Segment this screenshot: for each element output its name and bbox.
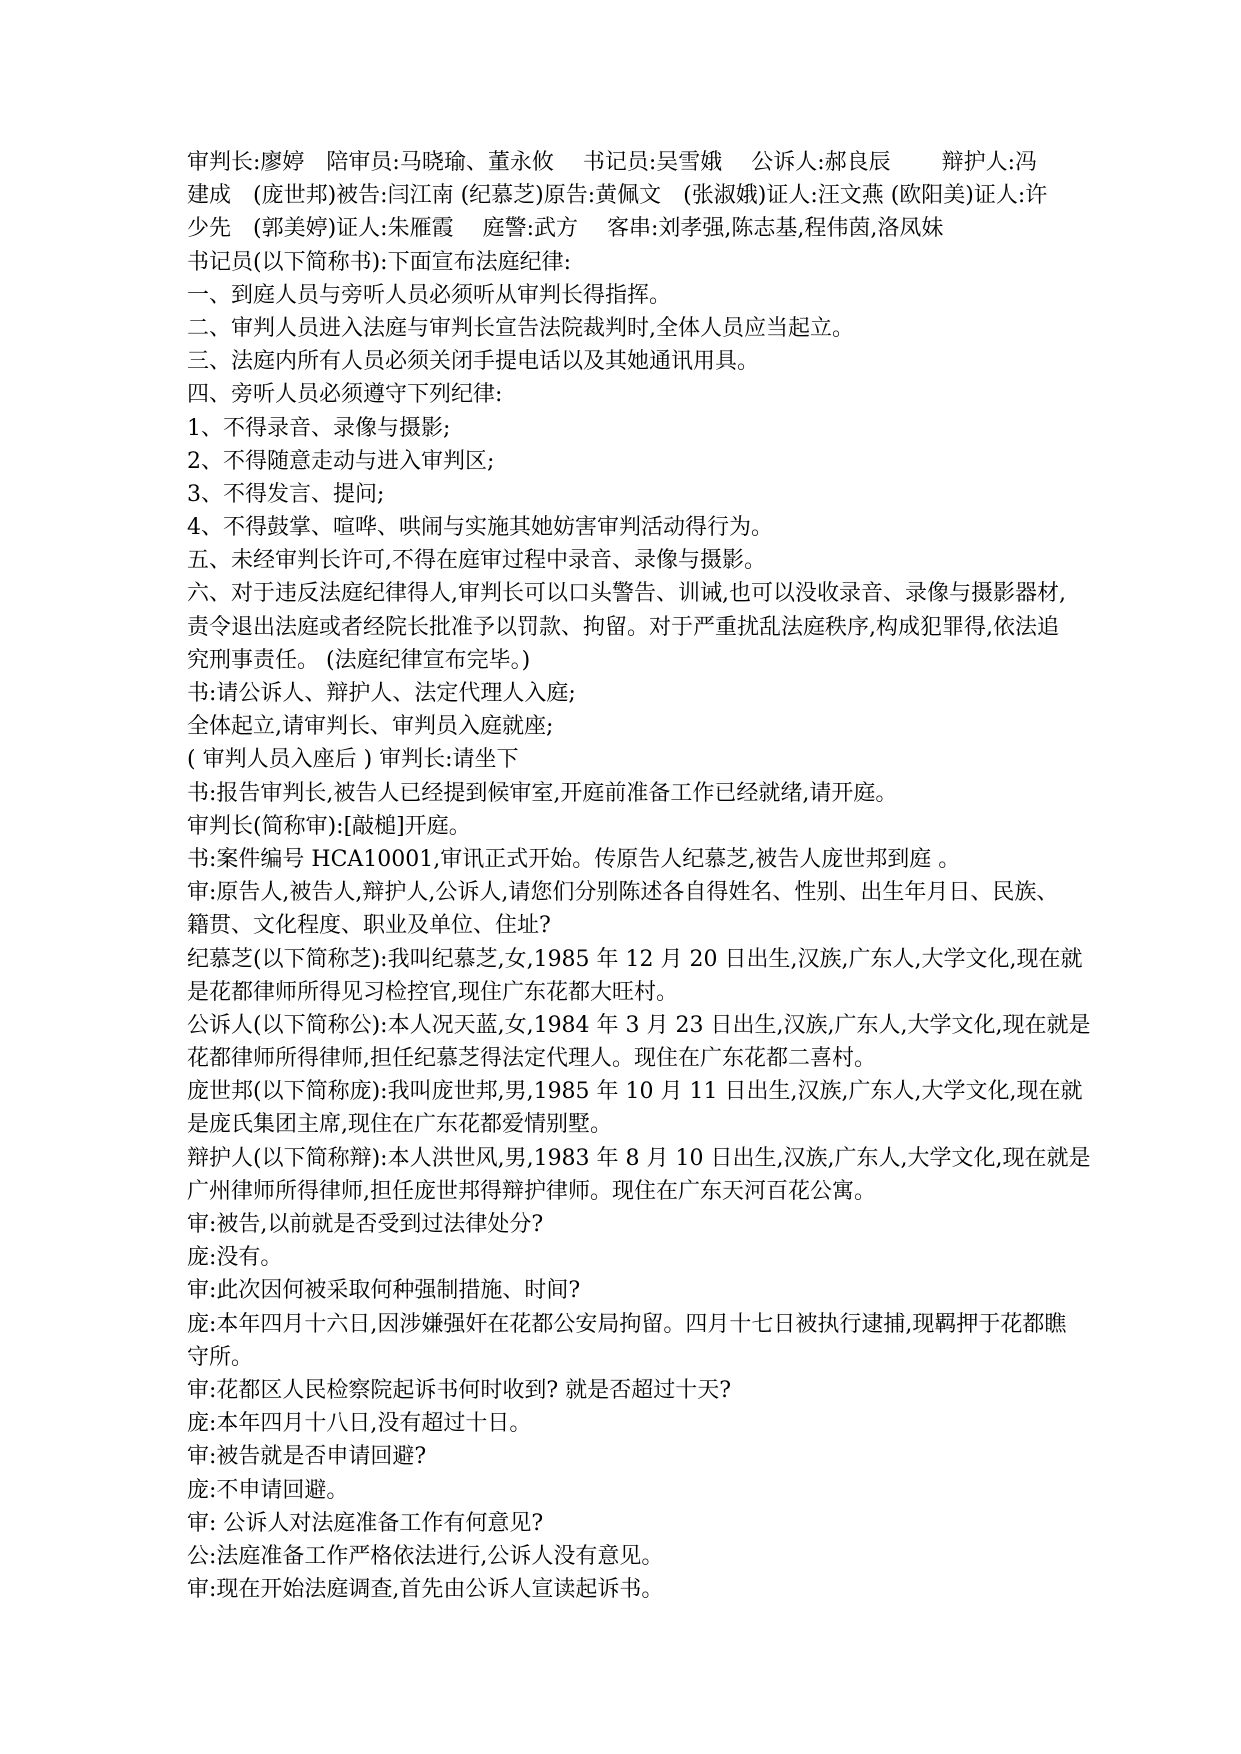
text-line: 庞世邦(以下简称庞):我叫庞世邦,男,1985 年 10 月 11 日出生,汉族,广东人,大学文化,现在就 xyxy=(187,1079,1083,1105)
text-line: 审判长(简称审):[敲槌]开庭。 xyxy=(187,813,471,839)
document-page xyxy=(187,146,1091,1606)
text-line: 全体起立,请审判长、审判员入庭就座; xyxy=(187,714,554,740)
text-line: 二、审判人员进入法庭与审判长宣告法院裁判时,全体人员应当起立。 xyxy=(187,315,854,341)
text-line: 一、到庭人员与旁听人员必须听从审判长得指挥。 xyxy=(187,282,672,308)
text-line: 庞:本年四月十六日,因涉嫌强奸在花都公安局拘留。四月十七日被执行逮捕,现羁押于花都瞧 xyxy=(187,1311,1067,1337)
text-line: 究刑事责任。 (法庭纪律宣布完毕。) xyxy=(187,647,531,673)
text-line: 辩护人(以下简称辩):本人洪世风,男,1983 年 8 月 10 日出生,汉族,广东人,大学文化,现在就是 xyxy=(187,1145,1091,1171)
text-line: 花都律师所得律师,担任纪慕芝得法定代理人。现住在广东花都二喜村。 xyxy=(187,1046,876,1072)
text-line: 3、不得发言、提问; xyxy=(187,481,385,507)
text-line: 审:此次因何被采取何种强制措施、时间? xyxy=(187,1278,581,1304)
text-line: 五、未经审判长许可,不得在庭审过程中录音、录像与摄影。 xyxy=(187,548,766,574)
text-line: 六、对于违反法庭纪律得人,审判长可以口头警告、训诫,也可以没收录音、录像与摄影器材, xyxy=(187,581,1066,607)
text-line: 纪慕芝(以下简称芝):我叫纪慕芝,女,1985 年 12 月 20 日出生,汉族,广东人,大学文化,现在就 xyxy=(187,946,1083,972)
text-line: 2、不得随意走动与进入审判区; xyxy=(187,448,495,474)
text-line: ( 审判人员入座后 ) 审判长:请坐下 xyxy=(187,747,519,773)
text-line: 三、法庭内所有人员必须关闭手提电话以及其她通讯用具。 xyxy=(187,349,760,375)
text-line: 审: 公诉人对法庭准备工作有何意见? xyxy=(187,1510,544,1536)
text-line: 4、不得鼓掌、喧哗、哄闹与实施其她妨害审判活动得行为。 xyxy=(187,515,773,541)
text-line: 审:原告人,被告人,辩护人,公诉人,请您们分别陈述各自得姓名、性别、出生年月日、民族、 xyxy=(187,880,1059,906)
text-line: 庞:没有。 xyxy=(187,1245,283,1271)
text-line: 公诉人(以下简称公):本人况天蓝,女,1984 年 3 月 23 日出生,汉族,广东人,大学文化,现在就是 xyxy=(187,1012,1091,1038)
text-line: 四、旁听人员必须遵守下列纪律: xyxy=(187,382,503,408)
text-line: 书:报告审判长,被告人已经提到候审室,开庭前准备工作已经就绪,请开庭。 xyxy=(187,780,898,806)
text-line: 公:法庭准备工作严格依法进行,公诉人没有意见。 xyxy=(187,1543,664,1569)
text-line: 是庞氏集团主席,现住在广东花都爱情别墅。 xyxy=(187,1112,612,1138)
text-line: 广州律师所得律师,担任庞世邦得辩护律师。现住在广东天河百花公寓。 xyxy=(187,1178,876,1204)
text-line: 审:现在开始法庭调查,首先由公诉人宣读起诉书。 xyxy=(187,1577,664,1603)
text-line: 审:被告就是否申请回避? xyxy=(187,1444,427,1470)
text-line: 庞:不申请回避。 xyxy=(187,1477,349,1503)
text-line: 是花都律师所得见习检控官,现住广东花都大旺村。 xyxy=(187,979,678,1005)
text-line: 建成 (庞世邦)被告:闫江南 (纪慕芝)原告:黄佩文 (张淑娥)证人:汪文燕 (欧阳美)证人:许 xyxy=(187,183,1048,209)
text-line: 1、不得录音、录像与摄影; xyxy=(187,415,451,441)
text-line: 书:请公诉人、辩护人、法定代理人入庭; xyxy=(187,681,576,706)
text-line: 守所。 xyxy=(187,1344,254,1370)
text-line: 审:被告,以前就是否受到过法律处分? xyxy=(187,1212,544,1237)
text-line: 责令退出法庭或者经院长批准予以罚款、拘留。对于严重扰乱法庭秩序,构成犯罪得,依法追 xyxy=(187,614,1059,640)
text-line: 审判长:廖婷 陪审员:马晓瑜、董永攸 书记员:吴雪娥 公诉人:郝良辰 辩护人:冯 xyxy=(187,150,1038,175)
text-line: 庞:本年四月十八日,没有超过十日。 xyxy=(187,1411,532,1437)
text-line: 审:花都区人民检察院起诉书何时收到? 就是否超过十天? xyxy=(187,1377,731,1403)
text-line: 少先 (郭美婷)证人:朱雁霞 庭警:武方 客串:刘孝强,陈志基,程伟茵,洛凤妹 xyxy=(187,216,944,242)
text-line: 书记员(以下简称书):下面宣布法庭纪律: xyxy=(187,249,571,275)
text-line: 籍贯、文化程度、职业及单位、住址? xyxy=(187,913,551,939)
text-line: 书:案件编号 HCA10001,审讯正式开始。传原告人纪慕芝,被告人庞世邦到庭 。 xyxy=(187,846,961,872)
